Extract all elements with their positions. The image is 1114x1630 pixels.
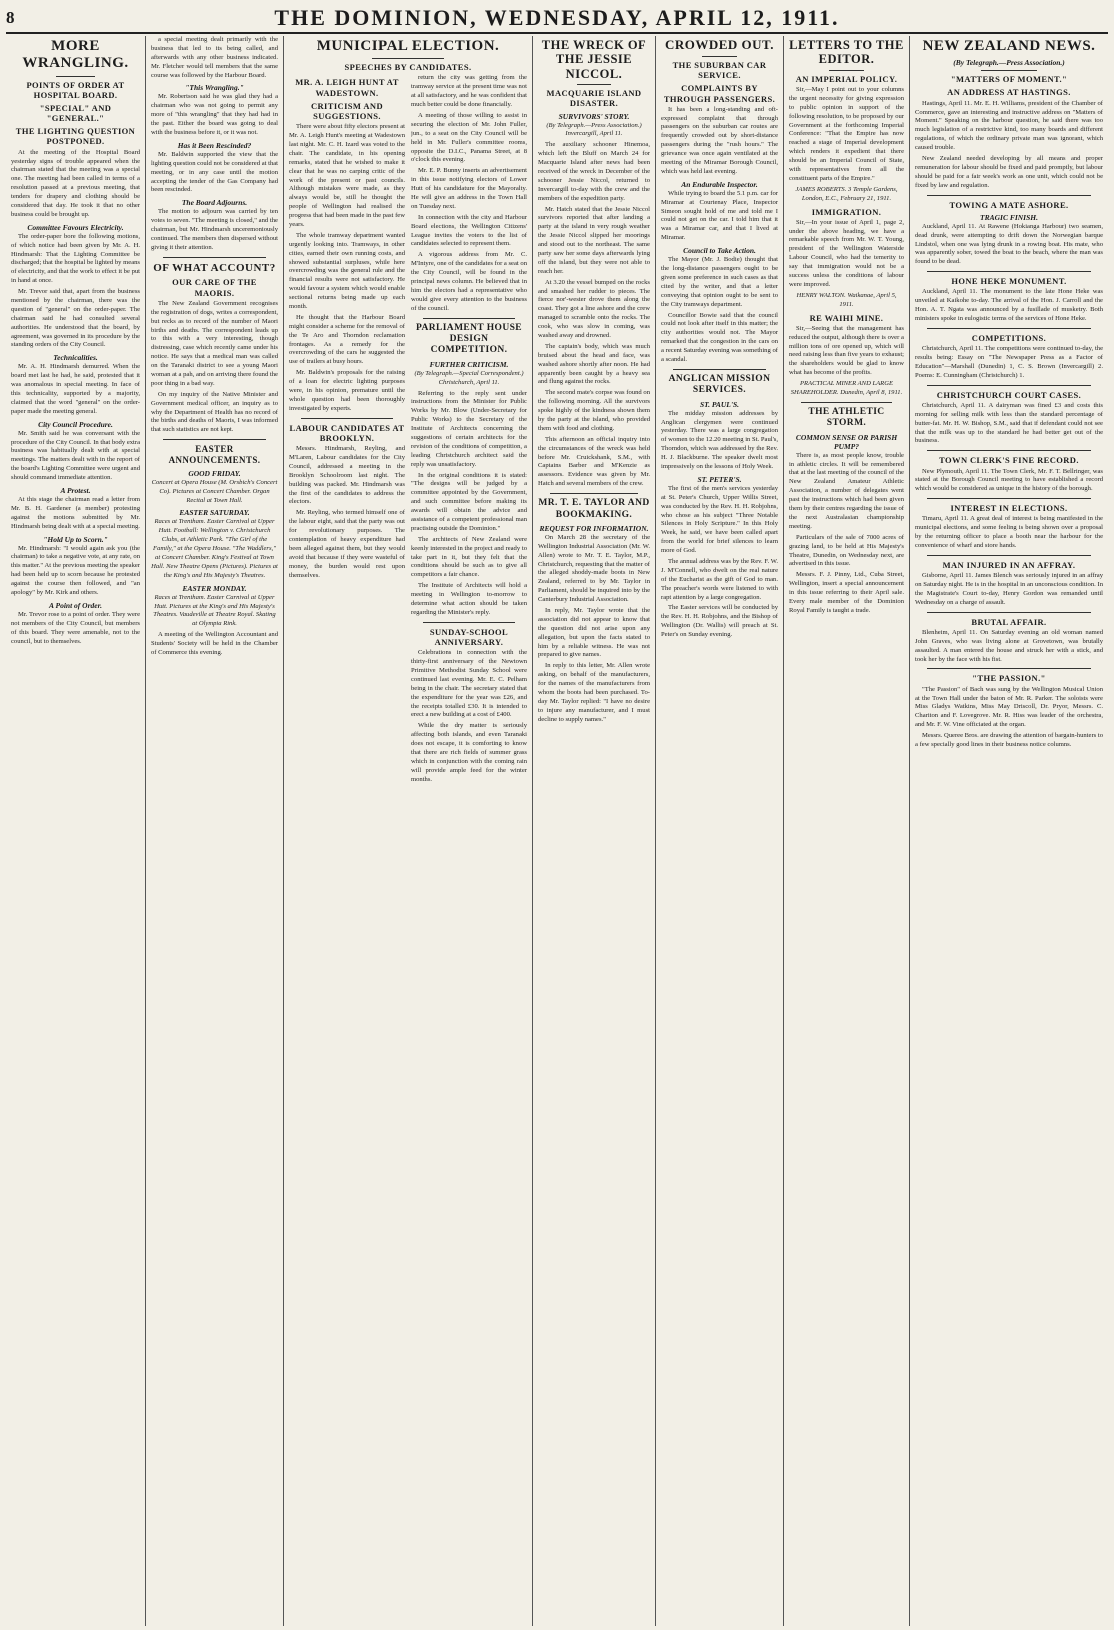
divider [927,555,1091,556]
article-paragraph: Sir,—In your issue of April 1, page 2, under the above heading, we have a remarkable speech from Mr. W. T. Young, president of the Wellington Waterside Labour Council, who had the temerity to say that immigration would not be a success unless the conditions of labour were improved. [789,218,904,288]
headline-parliament-house: PARLIAMENT HOUSE DESIGN COMPETITION. [415,322,523,356]
divider [927,450,1091,451]
announcement-list: Races at Trentham. Easter Carnival at Upper Hutt. Pictures at the King's and His Majesty's Theatres. Vaudeville at Theatre Royal. Skating at Olympia Rink. [153,593,276,628]
article-paragraph: "The Passion" of Bach was sung by the Wellington Musical Union at the Town Hall under the baton of Mr. R. Parker. The soloists were Miss Gladys Watkins, Miss May Driscoll, Dr. Pryor, Messrs. C. Chariton and F. Lovegrove. Mr. R. Hiss was leader of the orchestra, and Mr. F. W. Vine officiated at the organ. [915,685,1103,729]
article-subcolumns [289,74,527,786]
article-paragraph: In reply to this letter, Mr. Allen wrote asking, on behalf of the manufacturers, for the names of the manufacturers from whom the boots had been purchased. To-day Mr. Taylor replied: "I have no desire to injure any manufacturer, and I must decline to supply names." [538,662,650,723]
column-5 [656,36,784,1626]
subhead: COMPLAINTS BY THROUGH PASSENGERS. [663,83,776,104]
column-2 [146,36,284,1626]
article-paragraph: At 3.20 the vessel bumped on the rocks and smashed her rudder to pieces. The fierce nor'-wester drove them along the coast. They got a line ashore and the crew managed to scramble onto the rocks. The cook, who was slow in coming, was washed away and drowned. [538,278,650,339]
section-heading: An Endurable Inspector. [681,179,758,189]
section-heading: EASTER SATURDAY. [179,508,250,518]
headline-labour-candidates: LABOUR CANDIDATES AT BROOKLYN. [289,422,405,443]
article-paragraph: At the meeting of the Hospital Board yesterday signs of trouble appeared when the chairman stated that the meeting was a special one. The meeting had been called in terms of a resolution passed at a previous meeting, that tenders for drapery and clothing should be considered that day. He took it that no other business could be brought up. [11,148,140,218]
section-heading: A Point of Order. [49,600,102,610]
divider [927,328,1091,329]
divider [927,612,1091,613]
article-paragraph: return the city was getting from the tramway service at the present time was not at all satisfactory, and he was confident that much better could be done financially. [411,74,527,109]
article-paragraph: On my inquiry of the Native Minister and Government medical officer, an inquiry as to why the Department of Health has no record of the births and deaths of Maoris, I was informed that such statistics are not kept. [151,390,278,434]
divider [56,76,95,77]
section-heading: "This Wrangling." [185,83,244,93]
subcolumn-right [411,74,527,786]
article-paragraph: Messrs. Hindmarsh, Reyling, and M'Laren, Labour candidates for the City Council, addressed a meeting in the Brooklyn Schoolroom last night. The building was packed. Mr. Hindmarsh was the first of the candidates to address the electors. [289,445,405,506]
subhead: THE LIGHTING QUESTION POSTPONED. [15,126,136,147]
article-paragraph: Mr. Robertson said he was glad they had a chairman who was not going to permit any more of "this wrangling" that they had had in the past. Either the board was going to deal with the business before it, or it was not. [151,93,278,137]
article-paragraph: The Easter services will be conducted by the Rev. H. H. Robjohns, and the Bishop of Wellington (Dr. Wallis) will preach at St. Peter's on Sunday evening. [661,604,778,639]
divider [927,271,1091,272]
article-paragraph: The first of the men's services yesterday at St. Peter's Church, Upper Willis Street, was conducted by the Rev. H. H. Robjohns, who chose as his subject "Three Notable Silences in Holy Scripture." In this Holy Week, he said, we have been called apart from the world for brief silences to learn more of God. [661,484,778,555]
article-paragraph: The New Zealand Government recognises the registration of dogs, writes a correspondent, but recks as to record of the number of Maori births and deaths. The correspondent leads up to this with a very interesting, though distressing, case which recently came under his notice. He says that a medical man was called on the Taranaki district to see a young Maori woman at a pah, and on arriving there found the poor thing in a bad way. [151,299,278,387]
article-paragraph: In the original conditions it is stated: "The designs will be judged by a committee appointed by the Government, and such committee before making its awards will obtain the advice and assistance of a competent professional man practising outside the Dominion." [411,471,527,532]
divider [829,70,864,71]
section-heading: ST. PETER'S. [697,474,742,484]
section-heading: "Hold Up to Scorn." [43,534,108,544]
subcolumn-left [289,74,405,786]
article-paragraph: Timaru, April 11. A great deal of interest is being manifested in the municipal elections, and some feeling is being shown over a proposal by the returning officer to place a booth near the harbour for the convenience of wharf and store hands. [915,515,1103,550]
dateline: (By Telegraph.—Press Association.) Invercargill, April 11. [546,121,642,138]
article-paragraph: A vigorous address from Mr. C. M'Intyre, one of the candidates for a seat on the City Council, will be found in the principal news column. He believed that in him the electors had a representative who would give every attention to the business of the council. [411,251,527,312]
article-paragraph: Mr. A. H. Hindmarsh demurred. When the board met last he had, he said, protested that it was anomalous in special meeting. In face of this technicality, supported by a majority, claimed that the word "general" on the order-paper made the meeting general. [11,363,140,415]
subhead: INTEREST IN ELECTIONS. [950,503,1068,514]
headline-sunday-school: SUNDAY-SCHOOL ANNIVERSARY. [429,626,509,647]
section-heading: Council to Take Action. [683,246,756,256]
article-paragraph: The auxiliary schooner Hinemoa, which left the Bluff on March 24 for Macquarie Island after news had been received of the wreck in December of the schooner Jessie Niccol, returned to Invercargill to-day with the crew and the members of the expedition party. [538,141,650,202]
subhead: COMPETITIONS. [971,332,1047,343]
article-paragraph: Mr. E. P. Bunny inserts an advertisement in this issue notifying electors of Lower Hutt of his candidature for the Mayoralty. He will give an address in the Town Hall on Tuesday next. [411,167,527,210]
article-paragraph: The Institute of Architects will hold a meeting in Wellington to-morrow to determine what action should be taken regarding the Minister's reply. [411,582,527,616]
article-paragraph: The captain's body, which was much bruised about the head and face, was washed ashore shortly after noon. He had apparently been caught by a heavy sea and flung against the rocks. [538,342,650,386]
divider [301,418,393,419]
article-paragraph: Mr. Baldwin supported the view that the lighting question could not be considered at that meeting, or in any case until the motion accepting the tender of the Gas Company had been rescinded. [151,150,278,194]
section-heading: Committee Favours Electricity. [27,222,124,232]
divider [673,369,766,370]
divider [550,493,638,494]
article-paragraph: Messrs. Queree Bros. are drawing the attention of bargain-hunters to a few specially good lines in their business notice columns. [915,732,1103,748]
page-number: 8 [6,8,15,27]
article-paragraph: New Zealand needed developing by all means and proper remuneration for labour should be fixed and paid promptly, but labour should be paid for a fair week's work as one unit, which could not be fixed by law and regulation. [915,154,1103,189]
column-3 [284,36,533,1626]
section-heading: ST. PAUL'S. [700,399,739,409]
article-paragraph: New Plymouth, April 11. The Town Clerk, Mr. F. T. Bellringer, was stated at the Borough Council meeting to have established a record which would be considered as unique in the history of the borough. [915,467,1103,493]
article-paragraph: Blenheim, April 11. On Saturday evening an old woman named John Graves, who was living alone at Grovetown, was brutally assaulted. A man entered the house and struck her with a stick, and took her by the face with his fist. [915,628,1103,663]
divider [163,439,266,440]
article-paragraph: The second mate's corpse was found on the following morning. All the survivors spoke highly of the kindness shown them by the party at the island, who provided them with food and clothing. [538,389,650,432]
subhead: POINTS OF ORDER AT HOSPITAL BOARD. [26,79,125,100]
section-heading: City Council Procedure. [38,419,113,429]
article-paragraph: In reply, Mr. Taylor wrote that the association did not appear to know that the question did not arise upon any allegation, but upon the facts stated to him by a reliable witness. He was not prepared to give names. [538,607,650,659]
section-heading: GOOD FRIDAY. [188,468,241,478]
article-paragraph: The midday mission addresses by Anglican clergymen were continued yesterday. There was a large congregation of women to the 12.20 meeting in St. Paul's, Thorndon, which was addressed by the Rev. H. J. Blackburne. The speaker dwelt most impressively on the lessons of Holy Week. [661,409,778,470]
subhead: CHRISTCHURCH COURT CASES. [936,389,1082,400]
article-paragraph: While the dry matter is seriously affecting both islands, and even Taranaki does not escape, it is comforting to know that there are rich fields of summer grass which in conjunction with the coming rain will provide ample feed for the winter months. [411,722,527,783]
letter-signature: JAMES ROBERTS. 3 Temple Gardens, London, E.C., February 21, 1911. [795,185,898,202]
article-paragraph: Hastings, April 11. Mr. E. H. Williams, president of the Chamber of Commerce, gave an interesting and instructive address on "Matters of Moment." Speaking on the harbour question, he said there was too much legislation of a restrictive kind, too many boards and different regulations, of which the ordinary private man was ignorant, which caused trouble. [915,99,1103,152]
article-paragraph: There were about fifty electors present at Mr. A. Leigh Hunt's meeting at Wadestown last night. Mr. C. H. Izard was voted to the chair. The candidate, in his opening remarks, stated that he wished to make it clear that he was no carping critic of the work of the present or past councils. Although mistakes were made, as they always would be, still he thought the people of Wellington had realised the progress that had been made in the past few years. [289,123,405,228]
divider [577,84,611,85]
column-1 [6,36,146,1626]
subhead: CRITICISM AND SUGGESTIONS. [310,100,384,121]
section-heading: Technicalities. [53,353,98,363]
article-paragraph: A meeting of the Wellington Accountant and Students' Society will be held in the Chamber of Commerce this evening. [151,631,278,657]
article-paragraph: In connection with the city and Harbour Board elections, the Wellington Citizens' League invites the voters to the list of candidates selected to represent them. [411,213,527,248]
headline-anglican-mission: ANGLICAN MISSION SERVICES. [668,373,771,396]
article-paragraph: Referring to the reply sent under instructions from the Minister for Public Works by Mr. Blow (Under-Secretary for Public Works) to the Secretary of the Institute of Architects concerning the suggestions of certain architects for the revision of the conditions of competition, a leading Christchurch architect said the reply was unsatisfactory. [411,389,527,468]
article-paragraph: The motion to adjourn was carried by ten votes to seven. "The meeting is closed," and the chairman, but Mr. Hindmarsh unceremoniously continued. The members then dispersed without giving it their attention. [151,208,278,251]
section-heading: The Board Adjourns. [181,198,248,208]
article-paragraph: Mr. Trevor rose to a point of order. They were not members of the City Council, but members of this board. They were amenable, not to the council, but to themselves. [11,610,140,645]
divider [927,385,1091,386]
article-paragraph: The architects of New Zealand were keenly interested in the project and ready to take part in it, but they felt that the conditions should be such as to give all competitors a fair chance. [411,535,527,579]
column-6 [784,36,910,1626]
section-heading: FURTHER CRITICISM. [429,359,509,369]
subhead: HONE HEKE MONUMENT. [951,276,1067,287]
article-paragraph: Councillor Bowie said that the council could not look after itself in this matter; the city authorities would not. The Mayor remarked that the congestion in the cars on a recent Saturday evening was something of a scandal. [661,311,778,363]
subhead: AN IMPERIAL POLICY. [795,73,898,84]
newspaper-title: THE DOMINION, WEDNESDAY, APRIL 12, 1911. [274,5,840,30]
divider [423,318,515,319]
article-paragraph: At this stage the chairman read a letter from Mr. B. H. Gardener (a member) protesting against the motions submitted by Mr. Hindmarsh being dealt with at a special meeting. [11,496,140,530]
article-paragraph: a special meeting dealt primarily with the business that led to its being called, and afterwards with any other business indicated. Mr. Fletcher would tell members that the same course was followed by the Harbour Board. [151,36,278,79]
article-paragraph: Christchurch, April 11. The competitions were continued to-day, the results being: Essay on "The Newspaper Press as a Factor of Education"—Marshall (Dunedin) 1, C. S. Brown (Invercargill) 2. Poems: E. Cunningham (Christchurch) 1. [915,345,1103,379]
article-paragraph: Celebrations in connection with the thirty-first anniversary of the Newtown Primitive Methodist Sunday School were continued last evening. Mr. E. C. Pelham being in the chair. The secretary stated that the expenditure for the year was £26, and the receipts totalled £30. It is intended to erect a new building at a cost of £400. [411,649,527,719]
article-paragraph: The annual address was by the Rev. F. W. J. M'Connell, who dwelt on the real nature of the Eucharist as the gift of God to man. The preacher's words were listened to with rapt attention by a large congregation. [661,557,778,601]
letter-signature: PRACTICAL MINER AND LARGE SHAREHOLDER. Dunedin, April 8, 1911. [790,380,903,397]
article-paragraph: Mr. Trevor said that, apart from the business mentioned by the chairman, there was the question of "general" on the order-paper. The chairman said he had consulted several authorities. He understood that the board, by agreement, was governed in its procedure by the standing orders of the City Council. [11,288,140,349]
article-paragraph: This afternoon an official inquiry into the circumstances of the wreck was held before Mr. Cruickshank, S.M., with Captains Barber and M'Kenzie as assessors. Evidence was given by Mr. Hatch and several members of the crew. [538,435,650,488]
headline-letters-to-editor: LETTERS TO THE EDITOR. [789,38,904,67]
article-paragraph: Mr. Baldwin's proposals for the raising of a loan for electric lighting purposes were, in his opinion, premature until the whole question had been thoroughly investigated by experts. [289,369,405,412]
headline-municipal-election: MUNICIPAL ELECTION. [316,38,500,54]
subhead: "MATTERS OF MOMENT." [950,74,1068,85]
subhead: IMMIGRATION. [811,206,882,217]
article-paragraph: Sir,—May I point out to your columns the urgent necessity for giving expression to public opinion in support of the following resolution, to be proposed by our Government at the forthcoming Imperial Conference: "That the Empire has now reached a stage of Imperial development which renders it expedient that there should be an Imperial Council of State, with representatives from all the constituent parts of the Empire." [789,85,904,182]
article-paragraph: The whole tramway department wanted urgently looking into. Tramways, in other cities, earned their own running costs, and showed substantial surpluses, while here overcrowding was the general rule and the financial results were not satisfactory. He would favour a system which would enable sectional returns being made up each month. [289,231,405,310]
subhead: MAN INJURED IN AN AFFRAY. [942,559,1076,570]
divider [927,195,1091,196]
article-paragraph: Mr. Hindmarsh: "I would again ask you (the chairman) to take a negative vote, at any rate, on this matter." At the previous meeting the speaker had been held up to scorn because he protested against the course then followed, and "an apology" by Mr. Kirk and others. [11,544,140,597]
section-heading: A Protest. [60,486,91,496]
headline-more-wrangling: MORE WRANGLING. [22,38,129,72]
masthead [6,4,1108,34]
divider [163,257,266,258]
article-paragraph: Mr. Hatch stated that the Jessie Niccol survivors reported that after landing a party at the island in very rough weather the Jessie Niccol slipped her moorings and stood out to the northeast. The same party saw her some days afterwards lying off the island, but they were not able to reach her. [538,205,650,275]
section-heading: TRAGIC FINISH. [980,212,1038,222]
divider [801,402,892,403]
article-paragraph: There is, as most people know, trouble in athletic circles. It will be remembered that at the last meeting of the council of the New Zealand Amateur Athletic Association, a number of delegates went past the instructions which had been given them by their centres regarding the issue of the next Australasian championship meeting. [789,451,904,530]
divider [372,58,443,59]
subhead: "SPECIAL" AND "GENERAL." [39,102,112,124]
divider [927,498,1091,499]
article-paragraph: Auckland, April 11. At Rawene (Hokianga Harbour) two seamen, dead drunk, were attempting to drift down the Norwegian barque Lindstol, when one was lying drunk in a rowing boat. His mate, who was apparently sober, towed the boat to the beach, where the man was found to be dead. [915,222,1103,266]
subhead: THE SUBURBAN CAR SERVICE. [672,59,767,81]
headline-of-what-account: OF WHAT ACCOUNT? [153,261,276,274]
subhead: OUR CARE OF THE MAORIS. [172,277,257,298]
column-7 [910,36,1108,1626]
subhead: "THE PASSION." [972,673,1046,684]
article-paragraph: It has been a long-standing and oft-expressed complaint that through passengers on the suburban car routes are frequently crowded out by short-distance passengers during the "rush hours." The grievance was once again ventilated at the meeting of the Miramar Borough Council, which was held last evening. [661,105,778,175]
divider [423,622,515,623]
article-paragraph: Messrs. F. J. Pinny, Ltd., Cuba Street, Wellington, insert a special announcement in this issue referring to their April sale. Every male member of the Dominion Royal Family is taught a trade. [789,571,904,614]
section-heading: SURVIVORS' STORY. [558,111,630,121]
headline-athletic-storm: THE ATHLETIC STORM. [808,406,885,429]
subhead: TOWN CLERK'S FINE RECORD. [939,455,1079,466]
column-4 [533,36,656,1626]
article-paragraph: While trying to board the 5.1 p.m. car for Miramar at Courtenay Place, Inspector Simeon sought hold of me and told me I could not get on the car. I told him that it was a Miramar car, and that I lived at Miramar. [661,189,778,242]
subhead: BRUTAL AFFAIR. [971,616,1047,627]
subhead: MR. A. LEIGH HUNT AT WADESTOWN. [295,77,399,98]
article-paragraph: Mr. Reyling, who termed himself one of the labour eight, said that the party was out for revolutionary purposes. The contemplation of heavy expenditure had been alleged against them, but they would avoid that because if they were wasteful of money, the burden would rest upon themselves. [289,509,405,579]
article-paragraph: A meeting of those willing to assist in securing the election of Mr. John Fuller, jun., to a seat on the City Council will be held in Mr. Fuller's committee rooms, opposite the D.I.C., Panama Street, at 8 o'clock this evening. [411,112,527,164]
subhead: SPEECHES BY CANDIDATES. [344,62,472,73]
article-paragraph: Particulars of the sale of 7000 acres of grazing land, to be held at His Majesty's Theatre, Dunedin, on Wednesday next, are advertised in this issue. [789,533,904,568]
article-paragraph: On March 28 the secretary of the Wellington Industrial Association (Mr. W. Allen) wrote to Mr. T. E. Taylor, M.P., Christchurch, requesting that the matter of the alleged shoddy-made boots in New Zealand, referred to by Mr. Taylor in Parliament, should be inquired into by the Canterbury Industrial Association. [538,533,650,604]
announcement-list: Races at Trentham. Easter Carnival at Upper Hutt. Football: Wellington v. Christchurch Clubs, at Athletic Park. "The Girl of the Family," at the Opera House. "The Waddlers," at Concert Chamber. King's Festival at Town Hall. New Theatre Opens (Pictures). Pictures at the King's and His Majesty's Theatres. [151,518,278,579]
article-paragraph: Sir,—Seeing that the management has reduced the output, although there is over a million tons of ore opened up, which will need raising less than five years to exhaust; the shareholders would be glad to know what has become of the profits. [789,324,904,377]
dateline: (By Telegraph.—Special Correspondent.) Christchurch, April 11. [414,369,524,386]
subhead: MACQUARIE ISLAND DISASTER. [546,88,642,109]
columns [6,36,1108,1626]
subhead: AN ADDRESS AT HASTINGS. [947,87,1071,98]
article-paragraph: He thought that the Harbour Board might consider a scheme for the removal of the Te Aro and Thorndon reclamation frontages. As a remedy for the overcrowding of the cars he suggested the use of trailers at busy hours. [289,313,405,366]
letter-signature: HENRY WALTON. Waikanae, April 5, 1911. [796,291,897,308]
article-paragraph: Gisborne, April 11. James Blench was seriously injured in an affray on Saturday night. He is in the hospital in an unconscious condition. In the Magistrate's Court to-day, Henry Gordon was remanded until Wednesday on a charge of assault. [915,572,1103,606]
section-heading: EASTER MONDAY. [182,583,247,593]
subhead: TOWING A MATE ASHORE. [949,199,1069,210]
headline-wreck-jessie-niccol: THE WRECK OF THE JESSIE NICCOL. [541,38,647,81]
announcement-list: Concert at Opera House (M. Orsbich's Concert Co). Pictures at Concert Chamber. Organ Recital at Town Hall. [151,478,278,504]
article-paragraph: Auckland, April 11. The monument to the late Hone Heke was unveiled at Kaikohe to-day. The arrival of the Hon. J. Carroll and the Hon. A. T. Ngata was announced by a fusillade of musketry. Both ministers spoke in eulogistic terms of the services of Hone Heke. [915,288,1103,323]
headline-easter-announcements: EASTER ANNOUNCEMENTS. [168,444,261,465]
divider [927,668,1091,669]
headline-new-zealand-news: NEW ZEALAND NEWS. [922,38,1096,54]
headline-crowded-out: CROWDED OUT. [664,37,775,52]
article-paragraph: The Mayor (Mr. J. Bodie) thought that the long-distance passengers ought to be given some preference in such cases as that cited by the writer, and that a letter conveying that opinion ought to be sent to the City tramways department. [661,256,778,308]
section-heading: REQUEST FOR INFORMATION. [539,523,649,533]
section-heading: COMMON SENSE OR PARISH PUMP? [795,432,898,451]
article-paragraph: Mr. Smith said he was conversant with the procedure of the City Council. In that body extra business was habitually dealt with at special meetings. The matters dealt with in the report of the board's Lighting Committee were urgent and should command immediate attention. [11,429,140,482]
divider [981,70,1037,71]
headline-taylor-bookmaking: MR. T. E. TAYLOR AND BOOKMAKING. [538,498,650,520]
article-paragraph: The order-paper bore the following motions, of which notice had been given by Mr. A. H. Hindmarsh: That the Lighting Committee be discharged; that the hospital be lighted by means of electricity, and that the work to effect it be put in hand at once. [11,232,140,285]
section-heading: (By Telegraph.—Press Association.) [953,58,1065,68]
article-paragraph: Christchurch, April 11. A dairyman was fined £3 and costs this morning for selling milk with less than the standard percentage of butter-fat. Mr. H. W. Bishop, S.M., said that if defendant could not see that the milk was up to the standard he had better get out of the business. [915,401,1103,445]
divider [702,56,737,57]
section-heading: Has it Been Rescinded? [177,140,252,150]
subhead: RE WAIHI MINE. [809,312,884,323]
